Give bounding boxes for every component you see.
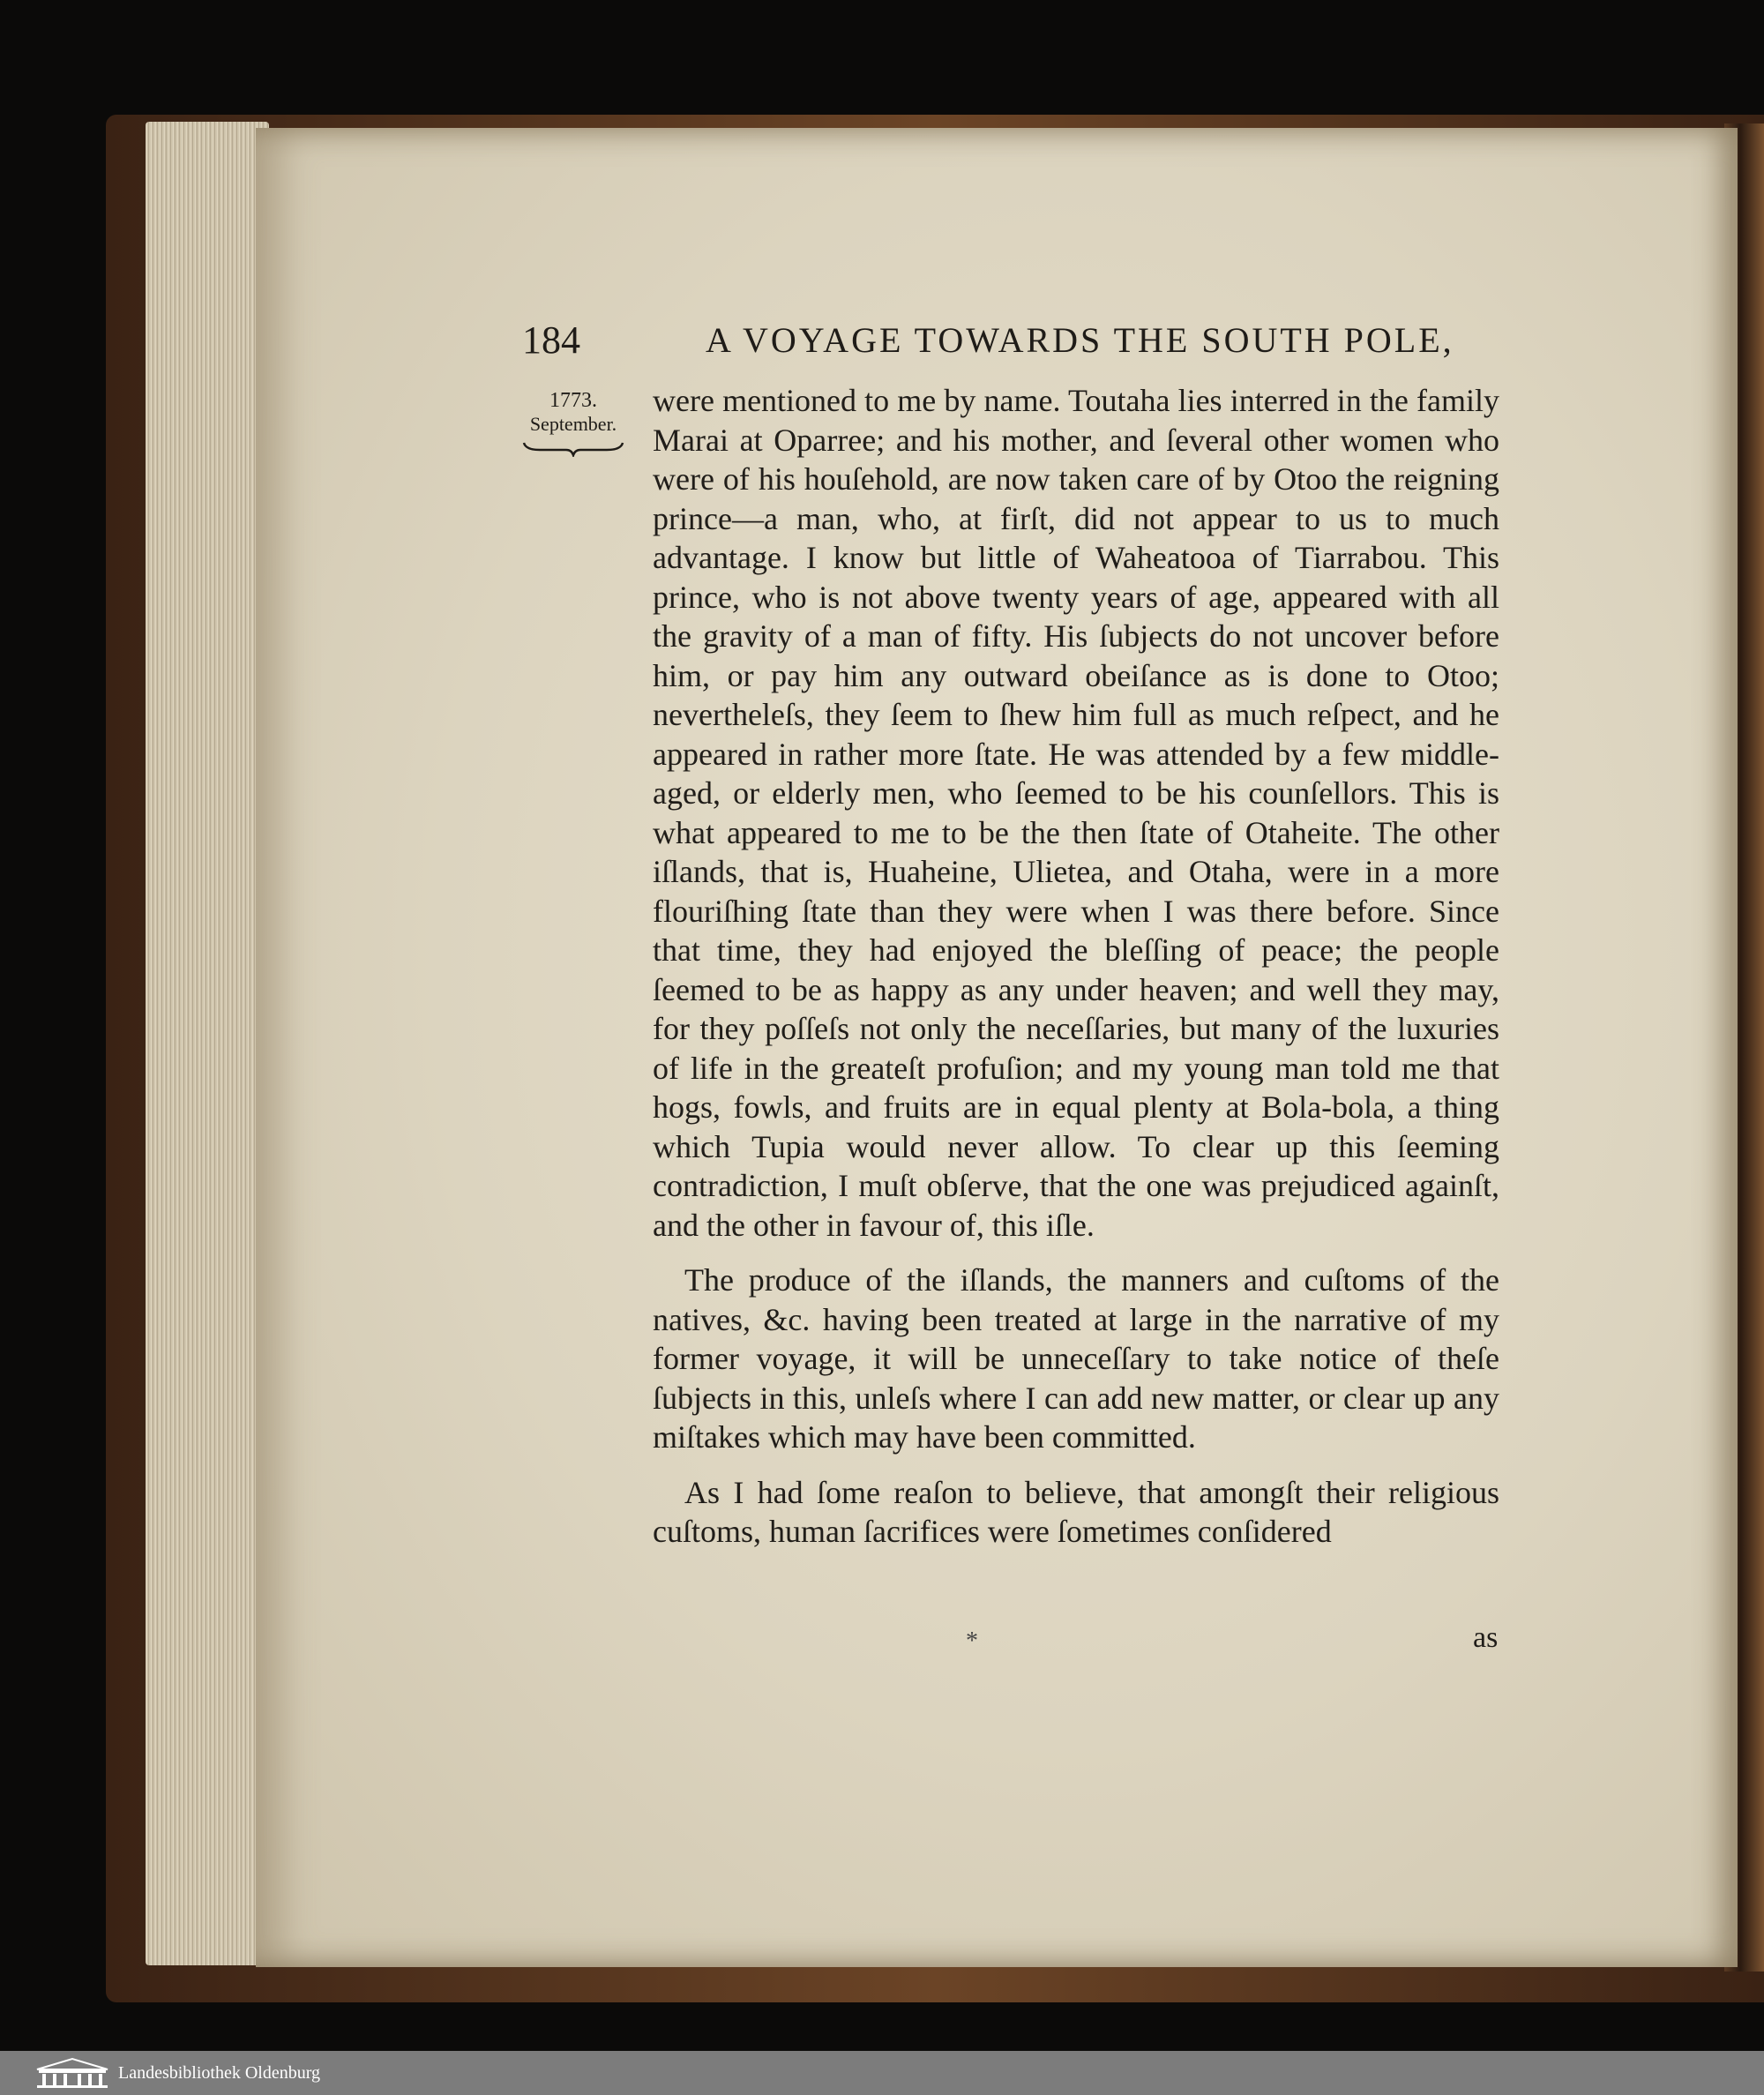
page-number: 184 (522, 318, 580, 362)
margin-date-note (516, 388, 631, 457)
brace-icon (522, 441, 624, 457)
page-edges (146, 122, 269, 1965)
paragraph-1: were mentioned to me by name. Toutaha lies interred in the family Marai at Oparree; and his mother, and ſeveral other women who were of his houſehold, are now taken care of by Otoo the reigning prince—a man, who, at firſt, did not appear to us to much advantage. I know but little of Waheatooa of Tiarrabou. This prince, who is not above twenty years of age, appeared with all the gravity of a man of fifty. His ſubjects do not uncover before him, or pay him any outward obeiſance as is done to Otoo; nevertheleſs, they ſeem to ſhew him full as much reſpect, and he appeared in rather more ſtate. He was attended by a few middle-aged, or elderly men, who ſeemed to be his counſellors. This is what appeared to me to be the then ſtate of Otaheite. The other iſlands, that is, Huaheine, Ulietea, and Otaha, were in a more flouriſhing ſtate than they were when I was there before. Since that time, they had enjoyed the bleſſing of peace; the people ſeemed to be as happy as any under heaven; and well they may, for they poſſeſs not only the neceſſaries, but many of the luxuries of life in the greateſt profuſion; and my young man told me that hogs, fowls, and fruits are in equal plenty at Bola-bola, a thing which Tupia would never allow. To clear up this ſeeming contradiction, I muſt obſerve, that the one was prejudiced againſt, and the other in favour of, this iſle. (653, 383, 1499, 1243)
paragraph-3: As I had ſome reaſon to believe, that amongſt their religious cuſtoms, human ſacrifices were ſometimes conſidered (653, 1474, 1499, 1549)
running-title: A VOYAGE TOWARDS THE SOUTH POLE, (706, 320, 1454, 360)
paragraph-2: The produce of the iſlands, the manners and cuſtoms of the natives, &c. having been treated at large in the narrative of my former voyage, it will be unneceſſary to take notice of theſe ſubjects in this, unleſs where I can add new matter, or clear up any miſtakes which may have been committed. (653, 1262, 1499, 1455)
body-text (653, 381, 1499, 1568)
footer-bar (0, 2051, 1764, 2095)
margin-year: 1773. (549, 389, 597, 412)
library-building-icon (34, 2057, 111, 2089)
library-name[interactable]: Landesbibliothek Oldenburg (118, 2062, 321, 2083)
signature-mark: * (966, 1627, 978, 1655)
margin-month: September. (529, 413, 617, 435)
catchword: as (1473, 1621, 1499, 1654)
